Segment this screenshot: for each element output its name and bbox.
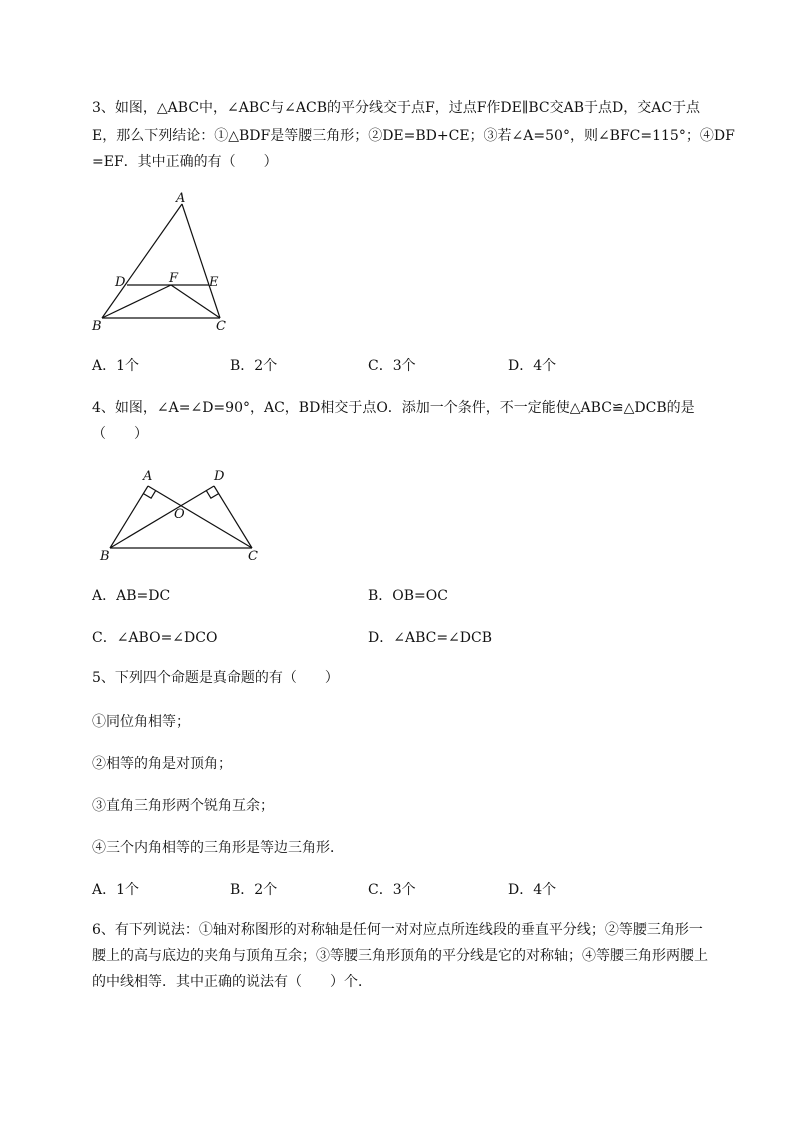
q5-option-d: D．4个	[508, 882, 557, 898]
q4-label-B: B	[100, 549, 110, 564]
q4-label-A: A	[143, 469, 153, 484]
q3-label-F: F	[169, 271, 179, 286]
q4-option-b: B．OB=OC	[368, 588, 448, 604]
q5-option-c: C．3个	[368, 882, 416, 898]
q3-label-E: E	[209, 275, 219, 290]
q5-item-3: ③直角三角形两个锐角互余；	[92, 798, 274, 814]
q3-text-line2: E，那么下列结论：①△BDF是等腰三角形；②DE=BD+CE；③若∠A=50°，则∠BFC=115°；④DF	[92, 128, 735, 144]
q6-text-line2: 腰上的高与底边的夹角与顶角互余；③等腰三角形顶角的平分线是它的对称轴；④等腰三角形两腰上	[92, 948, 708, 964]
q4-label-C: C	[248, 549, 258, 564]
q3-option-b: B．2个	[230, 358, 278, 374]
q4-text-line1: 4、如图，∠A=∠D=90°，AC，BD相交于点O．添加一个条件，不一定能使△ABC≌△DCB的是	[92, 400, 695, 416]
q3-option-d: D．4个	[508, 358, 557, 374]
q3-label-D: D	[115, 275, 126, 290]
q5-text-line1: 5、下列四个命题是真命题的有（ ）	[92, 670, 339, 686]
q4-label-O: O	[174, 507, 185, 522]
q3-label-C: C	[216, 319, 226, 334]
q4-option-d: D．∠ABC=∠DCB	[368, 630, 493, 646]
q3-text-line1: 3、如图，△ABC中，∠ABC与∠ACB的平分线交于点F，过点F作DE∥BC交AB于点D，交AC于点	[92, 100, 701, 116]
q5-item-4: ④三个内角相等的三角形是等边三角形．	[92, 840, 344, 856]
q4-option-c: C．∠ABO=∠DCO	[92, 630, 218, 646]
q4-option-a: A．AB=DC	[92, 588, 171, 604]
q5-item-1: ①同位角相等；	[92, 714, 190, 730]
q3-label-A: A	[176, 191, 186, 206]
q4-label-D: D	[214, 469, 225, 484]
q5-option-b: B．2个	[230, 882, 278, 898]
q6-text-line3: 的中线相等．其中正确的说法有（ ）个．	[92, 974, 372, 990]
q4-quadrilateral-figure	[96, 466, 266, 566]
q3-triangle-figure	[88, 188, 238, 336]
q4-text-line2: （ ）	[92, 426, 148, 442]
q3-option-c: C．3个	[368, 358, 416, 374]
q3-label-B: B	[92, 319, 102, 334]
q6-text-line1: 6、有下列说法：①轴对称图形的对称轴是任何一对对应点所连线段的垂直平分线；②等腰三角形一	[92, 922, 703, 938]
q3-text-line3: =EF．其中正确的有（ ）	[92, 154, 278, 170]
q5-item-2: ②相等的角是对顶角；	[92, 756, 232, 772]
q5-option-a: A．1个	[92, 882, 140, 898]
q3-option-a: A．1个	[92, 358, 140, 374]
